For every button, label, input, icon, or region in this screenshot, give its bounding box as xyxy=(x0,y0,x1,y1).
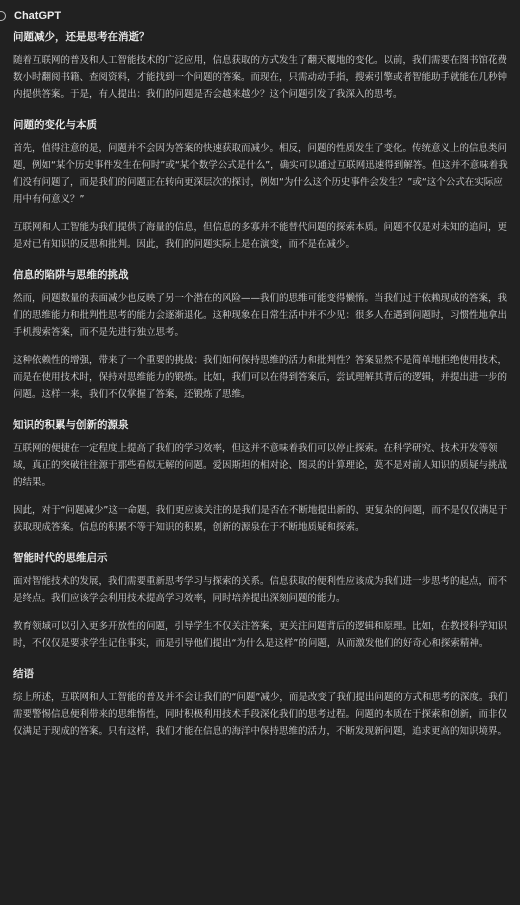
section-heading: 智能时代的思维启示 xyxy=(13,552,108,564)
paragraph: 面对智能技术的发展，我们需要重新思考学习与探索的关系。信息获取的便利性应该成为我们进一步思考的起点，而不是终点。我们应该学会利用技术提高学习效率，同时培养提出深刻问题的能力。 xyxy=(13,576,508,604)
paragraph: 然而，问题数量的表面减少也反映了另一个潜在的风险——我们的思维可能变得懒惰。当我们过于依赖现成的答案，我们的思维能力和批判性思考的能力会逐渐退化。这种现象在日常生活中并不少见：很多人在遇到问题时，习惯性地拿出手机搜索答案，而不是先进行独立思考。 xyxy=(13,293,508,338)
assistant-header xyxy=(0,6,61,26)
section-heading: 知识的积累与创新的源泉 xyxy=(13,419,129,431)
intro-paragraph: 随着互联网的普及和人工智能技术的广泛应用，信息获取的方式发生了翻天覆地的变化。以前，我们需要在图书馆花费数小时翻阅书籍、查阅资料，才能找到一个问题的答案。而现在，只需动动手指，搜索引擎或者智能助手就能在几秒钟内提供答案。于是，有人提出：我们的问题是否会越来越少？这个问题引发了我深入的思考。 xyxy=(13,55,508,100)
section-heading: 信息的陷阱与思维的挑战 xyxy=(13,269,129,281)
section-heading: 问题的变化与本质 xyxy=(13,119,97,131)
assistant-name: ChatGPT xyxy=(14,10,62,22)
paragraph: 首先，值得注意的是，问题并不会因为答案的快速获取而减少。相反，问题的性质发生了变化。传统意义上的信息类问题，例如“某个历史事件发生在何时”或“某个数学公式是什么”，确实可以通过互联网迅速得到解答。但这并不意味着我们没有问题了，而是我们的问题正在转向更深层次的探讨，例如“为什么这个历史事件会发生？”或“这个公式在实际应用中有何意义？” xyxy=(13,143,508,205)
assistant-message xyxy=(13,29,508,740)
paragraph: 综上所述，互联网和人工智能的普及并不会让我们的“问题”减少，而是改变了我们提出问题的方式和思考的深度。我们需要警惕信息便利带来的思维惰性，同时积极利用技术手段深化我们的思考过程。问题的本质在于探索和创新，而非仅仅满足于现成的答案。只有这样，我们才能在信息的海洋中保持思维的活力，不断发现新问题，追求更高的知识境界。 xyxy=(13,692,508,737)
paragraph: 教育领域可以引入更多开放性的问题，引导学生不仅关注答案，更关注问题背后的逻辑和原理。比如，在教授科学知识时，不仅仅是要求学生记住事实，而是引导他们提出“为什么是这样”的问题，从而激发他们的好奇心和探索精神。 xyxy=(13,621,508,649)
section-heading: 结语 xyxy=(13,668,34,680)
paragraph: 因此，对于“问题减少”这一命题，我们更应该关注的是我们是否在不断地提出新的、更复杂的问题，而不是仅仅满足于获取现成答案。信息的积累不等于知识的积累，创新的源泉在于不断地质疑和探索。 xyxy=(13,505,508,533)
chatgpt-logo-icon xyxy=(0,11,6,21)
paragraph: 互联网的便捷在一定程度上提高了我们的学习效率，但这并不意味着我们可以停止探索。在科学研究、技术开发等领域，真正的突破往往源于那些看似无解的问题。爱因斯坦的相对论、图灵的计算理论，莫不是对前人知识的质疑与挑战的结果。 xyxy=(13,443,508,488)
paragraph: 互联网和人工智能为我们提供了海量的信息，但信息的多寡并不能替代问题的探索本质。问题不仅是对未知的追问，更是对已有知识的反思和批判。因此，我们的问题实际上是在演变，而不是在减少。 xyxy=(13,222,508,250)
article-title: 问题减少，还是思考在消逝？ xyxy=(13,31,150,43)
paragraph: 这种依赖性的增强，带来了一个重要的挑战：我们如何保持思维的活力和批判性？答案显然不是简单地拒绝使用技术，而是在使用技术时，保持对思维能力的锻炼。比如，我们可以在得到答案后，尝试理解其背后的逻辑，并提出进一步的问题。这样一来，我们不仅掌握了答案，还锻炼了思维。 xyxy=(13,355,508,400)
